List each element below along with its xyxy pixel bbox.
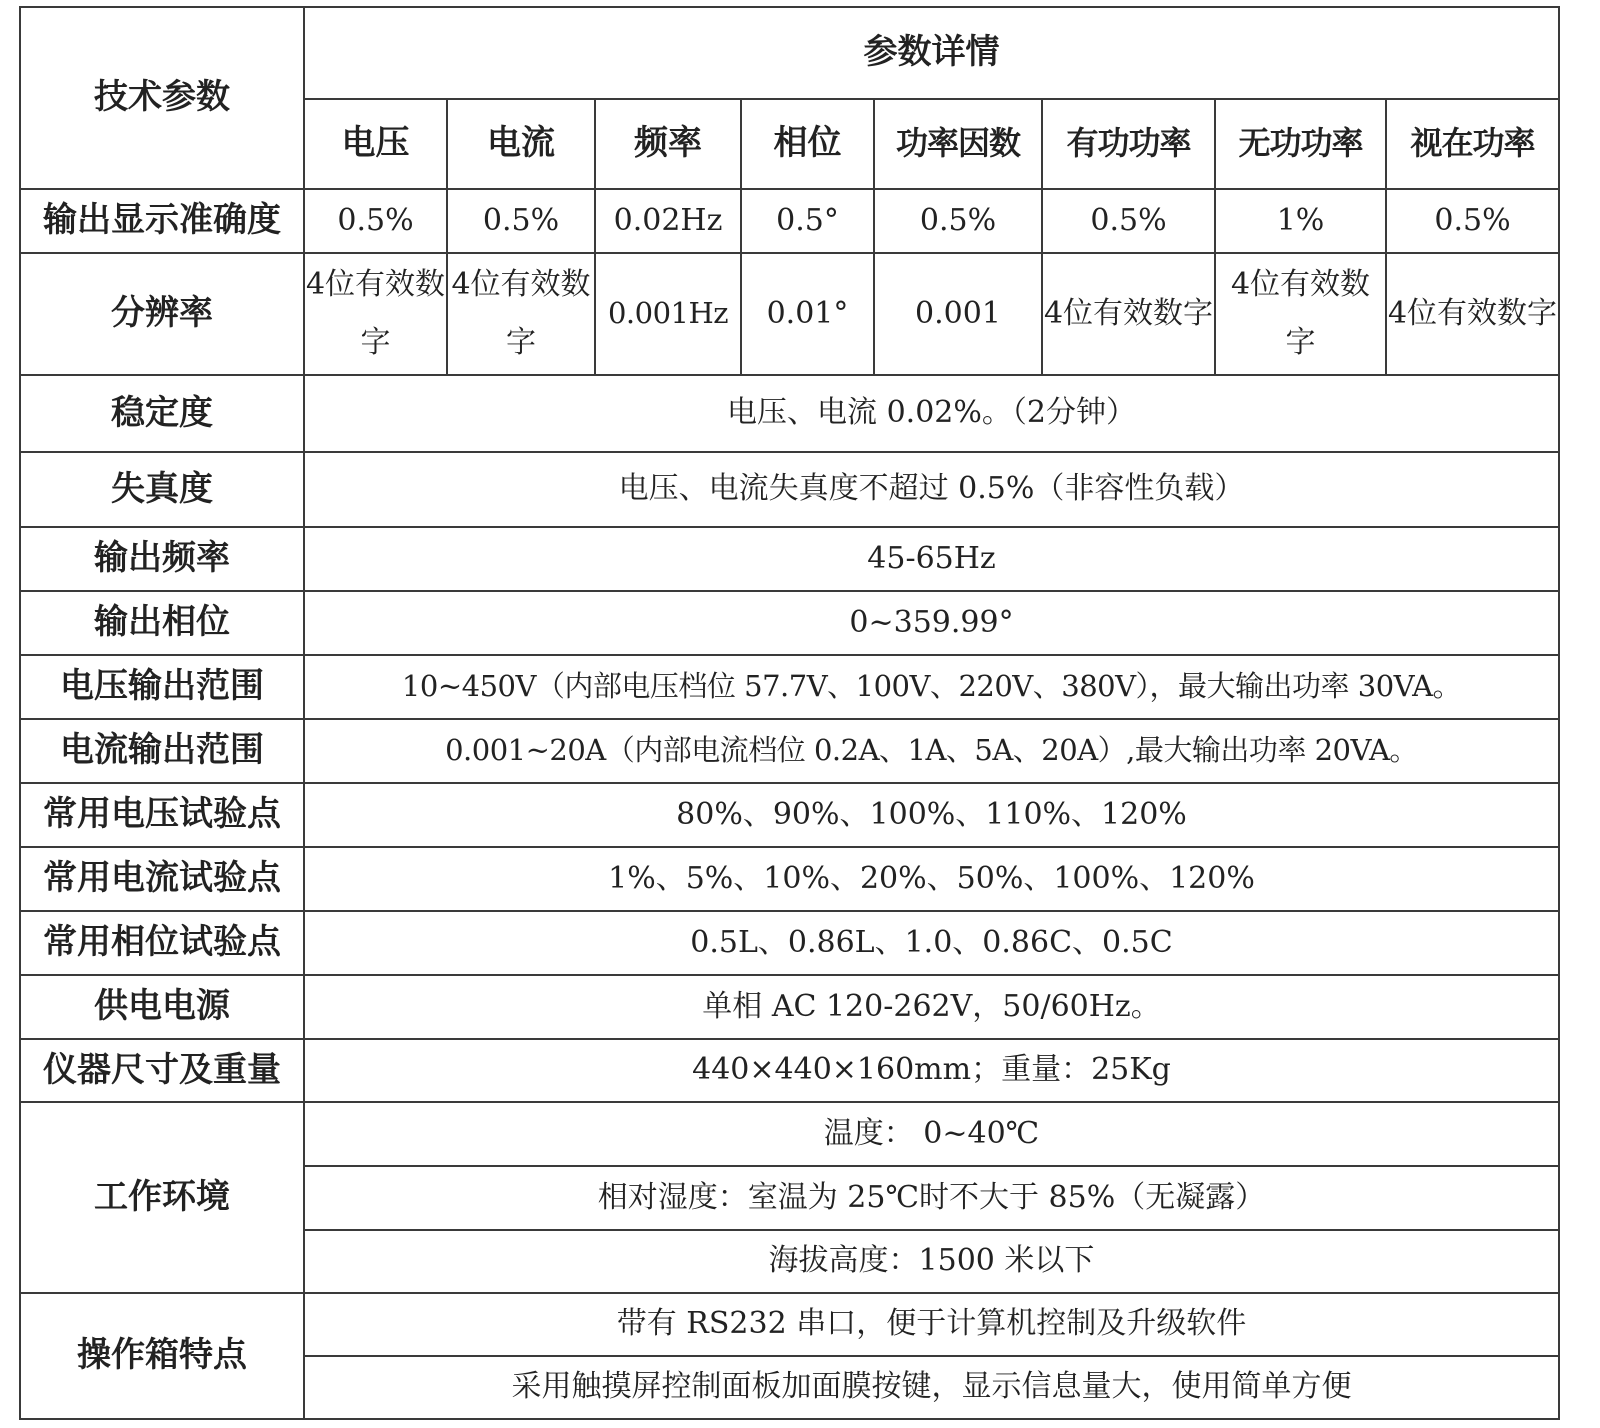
table-cell: 4位有效数字	[1042, 253, 1215, 375]
table-cell: 0.01°	[741, 253, 874, 375]
table-cell: 45-65Hz	[304, 527, 1559, 591]
row-label: 失真度	[20, 452, 304, 527]
row-label: 仪器尺寸及重量	[20, 1039, 304, 1102]
table-row	[20, 783, 1559, 847]
table-row	[20, 1039, 1559, 1102]
table-cell: 带有 RS232 串口，便于计算机控制及升级软件	[304, 1293, 1559, 1356]
table-cell: 0.001	[874, 253, 1042, 375]
column-header: 视在功率	[1386, 99, 1559, 189]
table-cell: 0.5%	[304, 189, 447, 253]
table-row	[20, 1102, 1559, 1166]
table-cell: 1%	[1215, 189, 1386, 253]
table-cell: 80%、90%、100%、110%、120%	[304, 783, 1559, 847]
table-cell: 0.02Hz	[595, 189, 741, 253]
table-row	[20, 527, 1559, 591]
table-cell: 0.5%	[874, 189, 1042, 253]
table-cell: 电压、电流 0.02%。（2分钟）	[304, 375, 1559, 452]
table-row	[20, 253, 1559, 375]
table-cell: 1%、5%、10%、20%、50%、100%、120%	[304, 847, 1559, 911]
row-label: 输出显示准确度	[20, 189, 304, 253]
table-cell: 采用触摸屏控制面板加面膜按键，显示信息量大，使用简单方便	[304, 1356, 1559, 1419]
table-cell: 440×440×160mm；重量：25Kg	[304, 1039, 1559, 1102]
table-cell: 相对湿度：室温为 25℃时不大于 85%（无凝露）	[304, 1166, 1559, 1230]
table-cell: 0.5°	[741, 189, 874, 253]
table-cell: 电压、电流失真度不超过 0.5%（非容性负载）	[304, 452, 1559, 527]
row-label: 工作环境	[20, 1102, 304, 1293]
row-label: 输出相位	[20, 591, 304, 655]
column-header: 有功功率	[1042, 99, 1215, 189]
table-cell: 4位有效数字	[304, 253, 447, 375]
table-cell: 4位有效数字	[1215, 253, 1386, 375]
table-cell: 10~450V（内部电压档位 57.7V、100V、220V、380V），最大输出功率 30VA。	[304, 655, 1559, 719]
table-cell: 海拔高度：1500 米以下	[304, 1230, 1559, 1293]
table-row	[20, 189, 1559, 253]
table-row	[20, 847, 1559, 911]
table-row	[20, 375, 1559, 452]
group-header: 参数详情	[304, 7, 1559, 99]
row-label: 稳定度	[20, 375, 304, 452]
table-cell: 0.5%	[447, 189, 595, 253]
row-label: 分辨率	[20, 253, 304, 375]
table-row	[20, 655, 1559, 719]
column-header: 电压	[304, 99, 447, 189]
column-header: 电流	[447, 99, 595, 189]
table-cell: 4位有效数字	[447, 253, 595, 375]
table-row	[20, 719, 1559, 783]
table-row	[20, 1293, 1559, 1356]
column-header: 功率因数	[874, 99, 1042, 189]
table-cell: 温度： 0~40℃	[304, 1102, 1559, 1166]
row-label: 电压输出范围	[20, 655, 304, 719]
table-cell: 0.5L、0.86L、1.0、0.86C、0.5C	[304, 911, 1559, 975]
row-label: 供电电源	[20, 975, 304, 1039]
column-header: 无功功率	[1215, 99, 1386, 189]
row-label: 常用相位试验点	[20, 911, 304, 975]
table-cell: 4位有效数字	[1386, 253, 1559, 375]
table-row	[20, 452, 1559, 527]
row-label: 电流输出范围	[20, 719, 304, 783]
row-label: 常用电流试验点	[20, 847, 304, 911]
table-cell: 0.001Hz	[595, 253, 741, 375]
table-cell: 0.5%	[1042, 189, 1215, 253]
table-cell: 0.5%	[1386, 189, 1559, 253]
table-cell: 0.001~20A（内部电流档位 0.2A、1A、5A、20A）,最大输出功率 20VA。	[304, 719, 1559, 783]
row-label: 常用电压试验点	[20, 783, 304, 847]
row-label: 输出频率	[20, 527, 304, 591]
table-row	[20, 911, 1559, 975]
column-header: 频率	[595, 99, 741, 189]
row-label: 操作箱特点	[20, 1293, 304, 1419]
corner-label: 技术参数	[20, 7, 304, 189]
spec-table	[19, 6, 1560, 1420]
table-row	[20, 591, 1559, 655]
column-header: 相位	[741, 99, 874, 189]
table-cell: 单相 AC 120-262V，50/60Hz。	[304, 975, 1559, 1039]
table-row	[20, 975, 1559, 1039]
table-cell: 0~359.99°	[304, 591, 1559, 655]
